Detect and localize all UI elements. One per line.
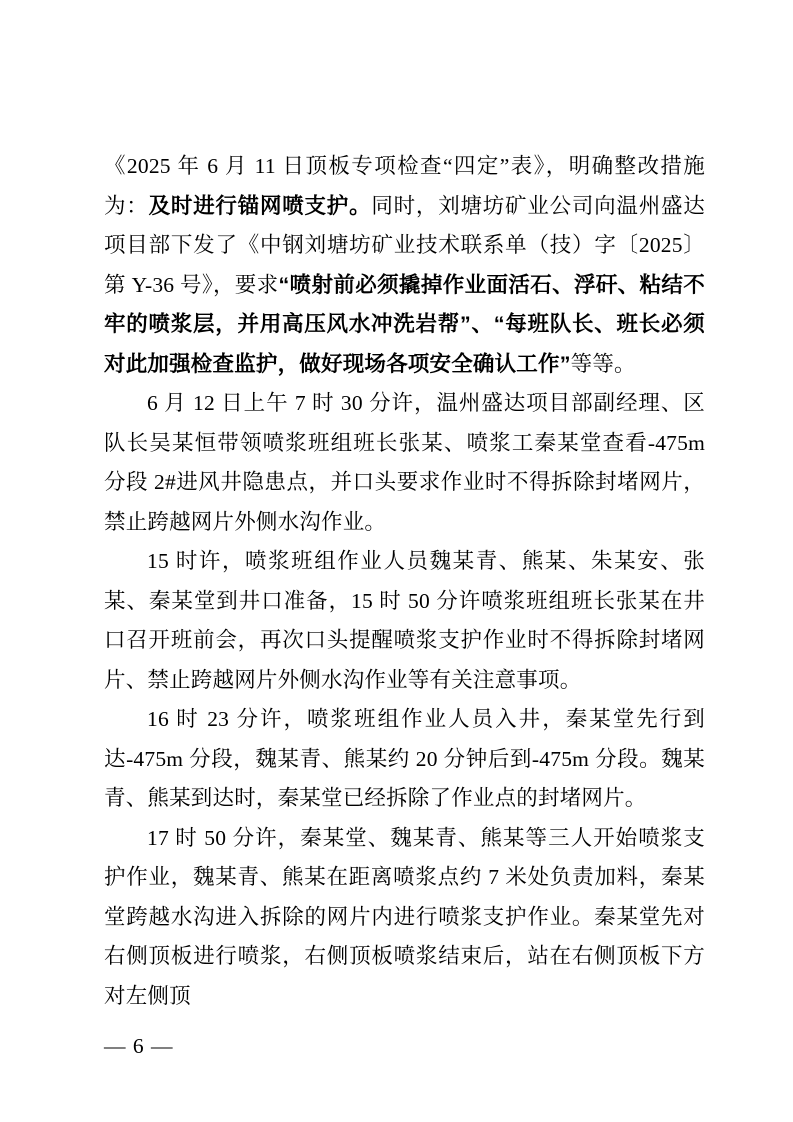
page-footer: [104, 1031, 174, 1061]
text-run-bold: “喷射前必须撬掉作业面活石、浮矸、粘结不牢的喷浆层，并用高压风水冲洗岩帮”、“每班队长、班长必须对此加强检查监护，做好现场各项安全确认工作”: [104, 272, 705, 376]
page-number: — 6 —: [104, 1034, 174, 1058]
document-body: [104, 147, 705, 1016]
paragraph: [104, 700, 705, 819]
text-run: 6 月 12 日上午 7 时 30 分许，温州盛达项目部副经理、区队长吴某恒带领喷浆班组班长张某、喷浆工秦某堂查看-475m 分段 2#进风井隐患点，并口头要求作业时不得拆除封堵网片，禁止跨越网片外侧水沟作业。: [104, 391, 705, 534]
text-run: 《2025 年 6 月 11 日顶板专项检查“四定”表》，明确整改措施为：: [104, 154, 705, 218]
text-run: 等等。: [570, 351, 636, 376]
paragraph: [104, 384, 705, 542]
text-run-bold: 及时进行锚网喷支护。: [148, 193, 372, 218]
paragraph: [104, 819, 705, 1017]
text-run: 15 时许，喷浆班组作业人员魏某青、熊某、朱某安、张某、秦某堂到井口准备，15 时 50 分许喷浆班组班长张某在井口召开班前会，再次口头提醒喷浆支护作业时不得拆除封堵网片、禁止跨越网片外侧水沟作业等有关注意事项。: [104, 549, 705, 692]
text-run: 16 时 23 分许，喷浆班组作业人员入井，秦某堂先行到达-475m 分段，魏某青、熊某约 20 分钟后到-475m 分段。魏某青、熊某到达时，秦某堂已经拆除了作业点的封堵网片。: [104, 707, 705, 810]
paragraph: [104, 542, 705, 700]
paragraph: [104, 147, 705, 384]
text-run: 同时，刘塘坊矿业公司向温州盛达项目部下发了《中钢刘塘坊矿业技术联系单（技）字〔2025〕第 Y-36 号》，要求: [104, 193, 705, 297]
text-run: 17 时 50 分许，秦某堂、魏某青、熊某等三人开始喷浆支护作业，魏某青、熊某在距离喷浆点约 7 米处负责加料，秦某堂跨越水沟进入拆除的网片内进行喷浆支护作业。秦某堂先对右侧顶板进行喷浆，右侧顶板喷浆结束后，站在右侧顶板下方对左侧顶: [104, 825, 705, 1008]
